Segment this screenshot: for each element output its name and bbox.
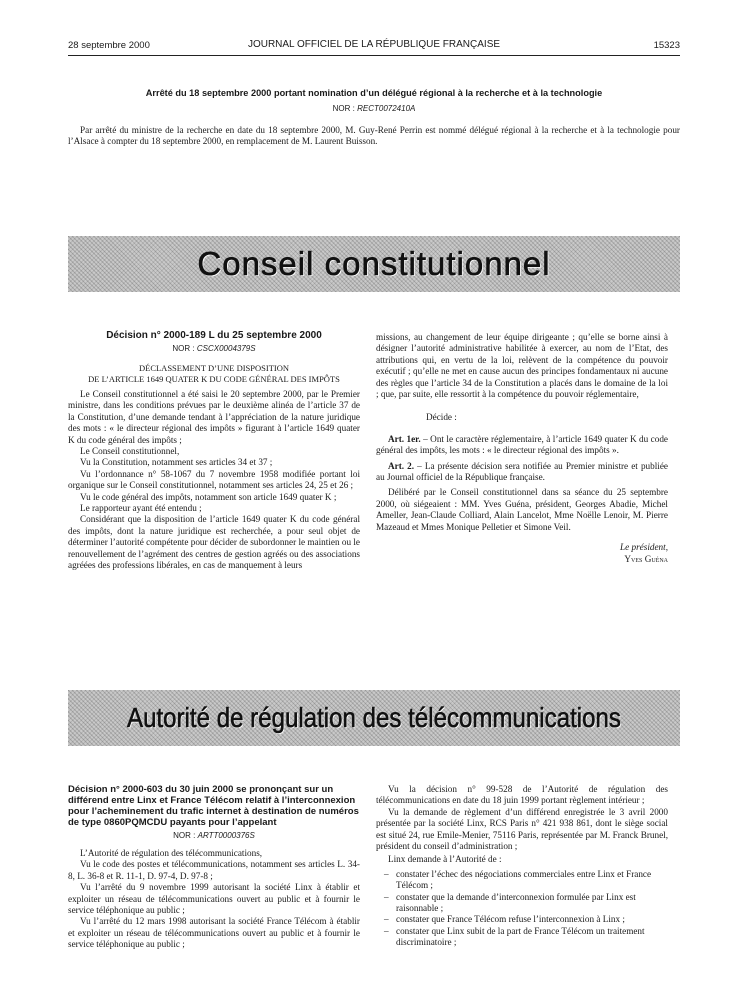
signature-name: Yves Guéna	[624, 554, 668, 565]
nor-value: RECT0072410A	[357, 104, 416, 113]
signature-role: Le président,	[620, 542, 668, 553]
article-label: Art. 1er.	[388, 433, 421, 444]
arrete-body: Par arrêté du ministre de la recherche en date du 18 septembre 2000, M. Guy-René Perrin est nommé délégué régional à la recherche et à la technologie pour l’Alsace à compter du 18 septembre 2000, en remplacement de M. Laurent Buisson.	[68, 125, 680, 147]
paragraph: Le Conseil constitutionnel a été saisi le 20 septembre 2000, par le Premier ministre, dans les conditions prévues par le deuxième alinéa de l’article 37 de la Constitution, d’une demande tendant à l’appréciation de la nature juridique des mots : « le directeur régional des impôts » figurant à l’article 1649 quater K du code général des impôts ;	[68, 389, 360, 445]
article-label: Art. 2.	[388, 460, 415, 471]
arrete-block	[68, 88, 680, 148]
arrete-nor	[68, 104, 680, 113]
decide-line: Décide :	[426, 412, 457, 423]
decision2-title: Décision n° 2000-603 du 30 juin 2000 se prononçant sur un différend entre Linx et France Télécom relatif à l’interconnexion pour l’acheminement du trafic internet à destination de numéros de type 0860PQMCDU payants pour l’appelant	[68, 784, 359, 828]
decision1-subtitle	[68, 363, 360, 385]
subtitle-line: DE L’ARTICLE 1649 QUATER K DU CODE GÉNÉRAL DES IMPÔTS	[88, 374, 340, 384]
article-text: – Ont le caractère réglementaire, à l’article 1649 quater K du code général des impôts, les mots : « le directeur régional des impôts ».	[376, 433, 669, 456]
header-page-number: 15323	[653, 40, 680, 51]
decision2-right-column	[376, 784, 668, 949]
header-date: 28 septembre 2000	[68, 40, 150, 51]
paragraph: Vu la Constitution, notamment ses articles 34 et 37 ;	[80, 457, 273, 468]
section-title: Autorité de régulation des télécommunications	[127, 702, 621, 733]
paragraph: Le rapporteur ayant été entendu ;	[80, 503, 202, 514]
article-text: – La présente décision sera notifiée au Premier ministre et publiée au Journal officiel de la République française.	[376, 460, 668, 483]
nor-label: NOR :	[172, 344, 195, 353]
list-item: – constater que la demande d’interconnexion formulée par Linx est raisonnable ;	[384, 892, 668, 915]
nor-label: NOR :	[173, 831, 196, 840]
paragraph: Vu la demande de règlement d’un différend enregistrée le 3 avril 2000 présentée par la société Linx, RCS Paris n° 421 938 861, dont le siège social est situé 24, rue Emile-Menier, 75116 Paris, représentée par M. Franck Brunel, président du conseil d’administration ;	[376, 806, 668, 852]
deliberation: Délibéré par le Conseil constitutionnel dans sa séance du 25 septembre 2000, où siégeaient : MM. Yves Guéna, président, Georges Abadie, Michel Ameller, Jean-Claude Colliard, Alain Lancelot, Mme Noëlle Lenoir, M. Pierre Mazeaud et Mmes Monique Pelletier et Simone Veil.	[376, 487, 668, 532]
list-item: – constater que Linx subit de la part de France Télécom un traitement discriminatoire ;	[384, 926, 668, 949]
nor-value: CSCX0004379S	[196, 344, 256, 353]
article-1	[376, 434, 668, 457]
paragraph: Vu l’arrêté du 9 novembre 1999 autorisant la société Linx à établir et exploiter un réseau de télécommunications ouvert au public et à fournir le service téléphonique au public ;	[68, 882, 360, 916]
paragraph: Vu l’arrêté du 12 mars 1998 autorisant la société France Télécom à établir et exploiter un réseau de télécommunications ouvert au public et à fournir le service téléphonique au public ;	[68, 916, 360, 950]
demand-list	[376, 869, 668, 949]
decision1-right-column	[376, 332, 668, 565]
decision2-left-column	[68, 784, 360, 951]
nor-value: ARTT0000376S	[197, 831, 255, 840]
subtitle-line: DÉCLASSEMENT D’UNE DISPOSITION	[138, 363, 289, 373]
nor-label: NOR :	[332, 104, 355, 113]
paragraph: Le Conseil constitutionnel,	[80, 446, 180, 457]
paragraph: Vu l’ordonnance n° 58-1067 du 7 novembre 1958 modifiée portant loi organique sur le Conseil constitutionnel, notamment ses articles 24, 25 et 26 ;	[68, 468, 360, 491]
signature	[376, 541, 668, 565]
arrete-title: Arrêté du 18 septembre 2000 portant nomination d’un délégué régional à la recherche et à la technologie	[145, 88, 603, 98]
decision1-nor	[68, 344, 360, 353]
paragraph: L’Autorité de régulation des télécommunications,	[80, 848, 263, 858]
decision1-left-column	[68, 330, 360, 572]
article-2	[376, 461, 668, 484]
section-band-conseil	[68, 236, 680, 292]
paragraph: missions, au changement de leur équipe dirigeante ; qu’elle se borne ainsi à désigner l’autorité administrative habilitée à exercer, au nom de l’Etat, des attributions qui, en vertu de la loi, relèvent de la compétence du pouvoir exécutif ; qu’elle ne met en cause aucun des principes fondamentaux ni aucune des règles que l’article 34 de la Constitution a placés dans le domaine de la loi ; que, par suite, elle ressortit à la compétence du pouvoir réglementaire,	[376, 332, 668, 400]
paragraph: Linx demande à l’Autorité de :	[388, 854, 502, 865]
paragraph: Vu le code des postes et télécommunications, notamment ses articles L. 34-8, L. 36-8 et R. 11-1, D. 97-4, D. 97-8 ;	[68, 859, 360, 881]
paragraph: Vu la décision n° 99-528 de l’Autorité de régulation des télécommunications en date du 18 juin 1999 portant règlement intérieur ;	[376, 784, 668, 806]
list-item: – constater que France Télécom refuse l’interconnexion à Linx ;	[384, 914, 668, 925]
section-title: Conseil constitutionnel	[197, 245, 551, 282]
header-rule	[68, 55, 680, 56]
section-band-art	[68, 690, 680, 746]
decision1-title: Décision n° 2000-189 L du 25 septembre 2000	[106, 330, 322, 341]
list-item: – constater l’échec des négociations commerciales entre Linx et France Télécom ;	[384, 869, 668, 892]
header-journal-title: JOURNAL OFFICIEL DE LA RÉPUBLIQUE FRANÇAISE	[247, 39, 501, 50]
paragraph: Vu le code général des impôts, notamment son article 1649 quater K ;	[80, 491, 337, 502]
paragraph: Considérant que la disposition de l’article 1649 quater K du code général des impôts, dont la nature juridique est recherchée, a pour seul objet de déterminer l’autorité compétente pour décider de subordonner le maintien ou le renouvellement de l’agrément des centres de gestion agréés ou des associations agréées des professions libérales, en cas de manquement à leurs	[68, 514, 360, 571]
decision2-nor	[68, 831, 360, 840]
